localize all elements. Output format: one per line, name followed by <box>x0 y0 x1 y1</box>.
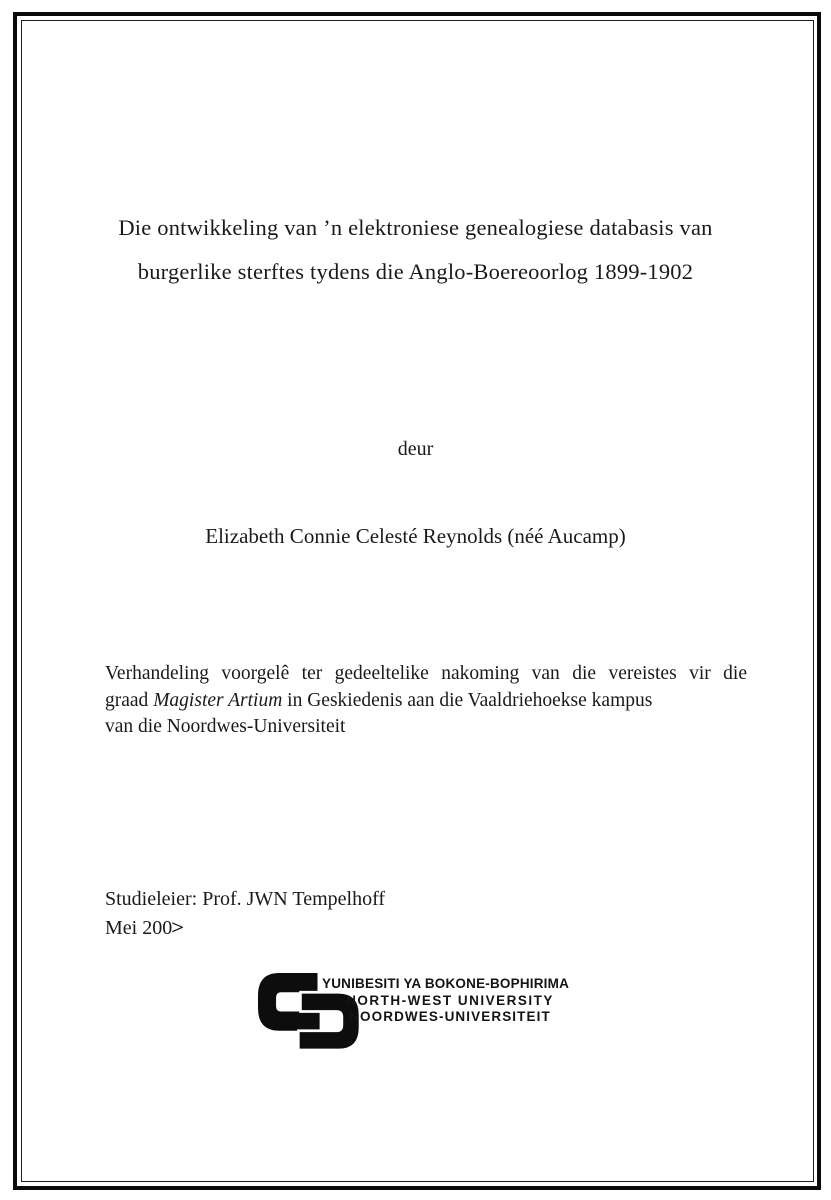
supervisor-date-block <box>105 885 385 942</box>
submission-line-3: van die Noordwes-Universiteit <box>105 716 346 737</box>
byline-deur: deur <box>397 438 434 460</box>
nwu-logo-wordmark <box>322 976 578 1026</box>
thesis-title <box>70 206 761 294</box>
author-name: Elizabeth Connie Celesté Reynolds (néé Aucamp) <box>205 524 626 548</box>
submission-line-1: Verhandeling voorgelê ter gedeeltelike nakoming van die vereistes vir die <box>105 663 747 684</box>
thesis-title-line-2: burgerlike sterftes tydens die Anglo-Boereoorlog 1899-1902 <box>137 259 694 284</box>
date-prefix: Mei 200 <box>105 916 173 939</box>
date-year-final-digit-glyph: > <box>171 916 185 939</box>
submission-line-2 <box>105 688 747 715</box>
supervisor-line: Studieleier: Prof. JWN Tempelhoff <box>105 888 386 910</box>
submission-statement <box>105 661 747 741</box>
north-west-university-logo <box>258 971 578 1051</box>
degree-name-italic: Magister Artium <box>153 689 283 711</box>
nwu-name-setswana: YUNIBESITI YA BOKONE-BOPHIRIMA <box>322 976 570 991</box>
nwu-name-afrikaans: NOORDWES-UNIVERSITEIT <box>349 1009 551 1024</box>
submission-line-2-suffix: in Geskiedenis aan die Vaaldriehoekse kampus <box>282 689 653 711</box>
nwu-name-english: NORTH-WEST UNIVERSITY <box>346 992 554 1008</box>
thesis-title-line-1: Die ontwikkeling van ’n elektroniese genealogiese databasis van <box>118 215 713 240</box>
date-line <box>105 914 385 943</box>
submission-line-2-prefix: graad <box>105 689 154 711</box>
